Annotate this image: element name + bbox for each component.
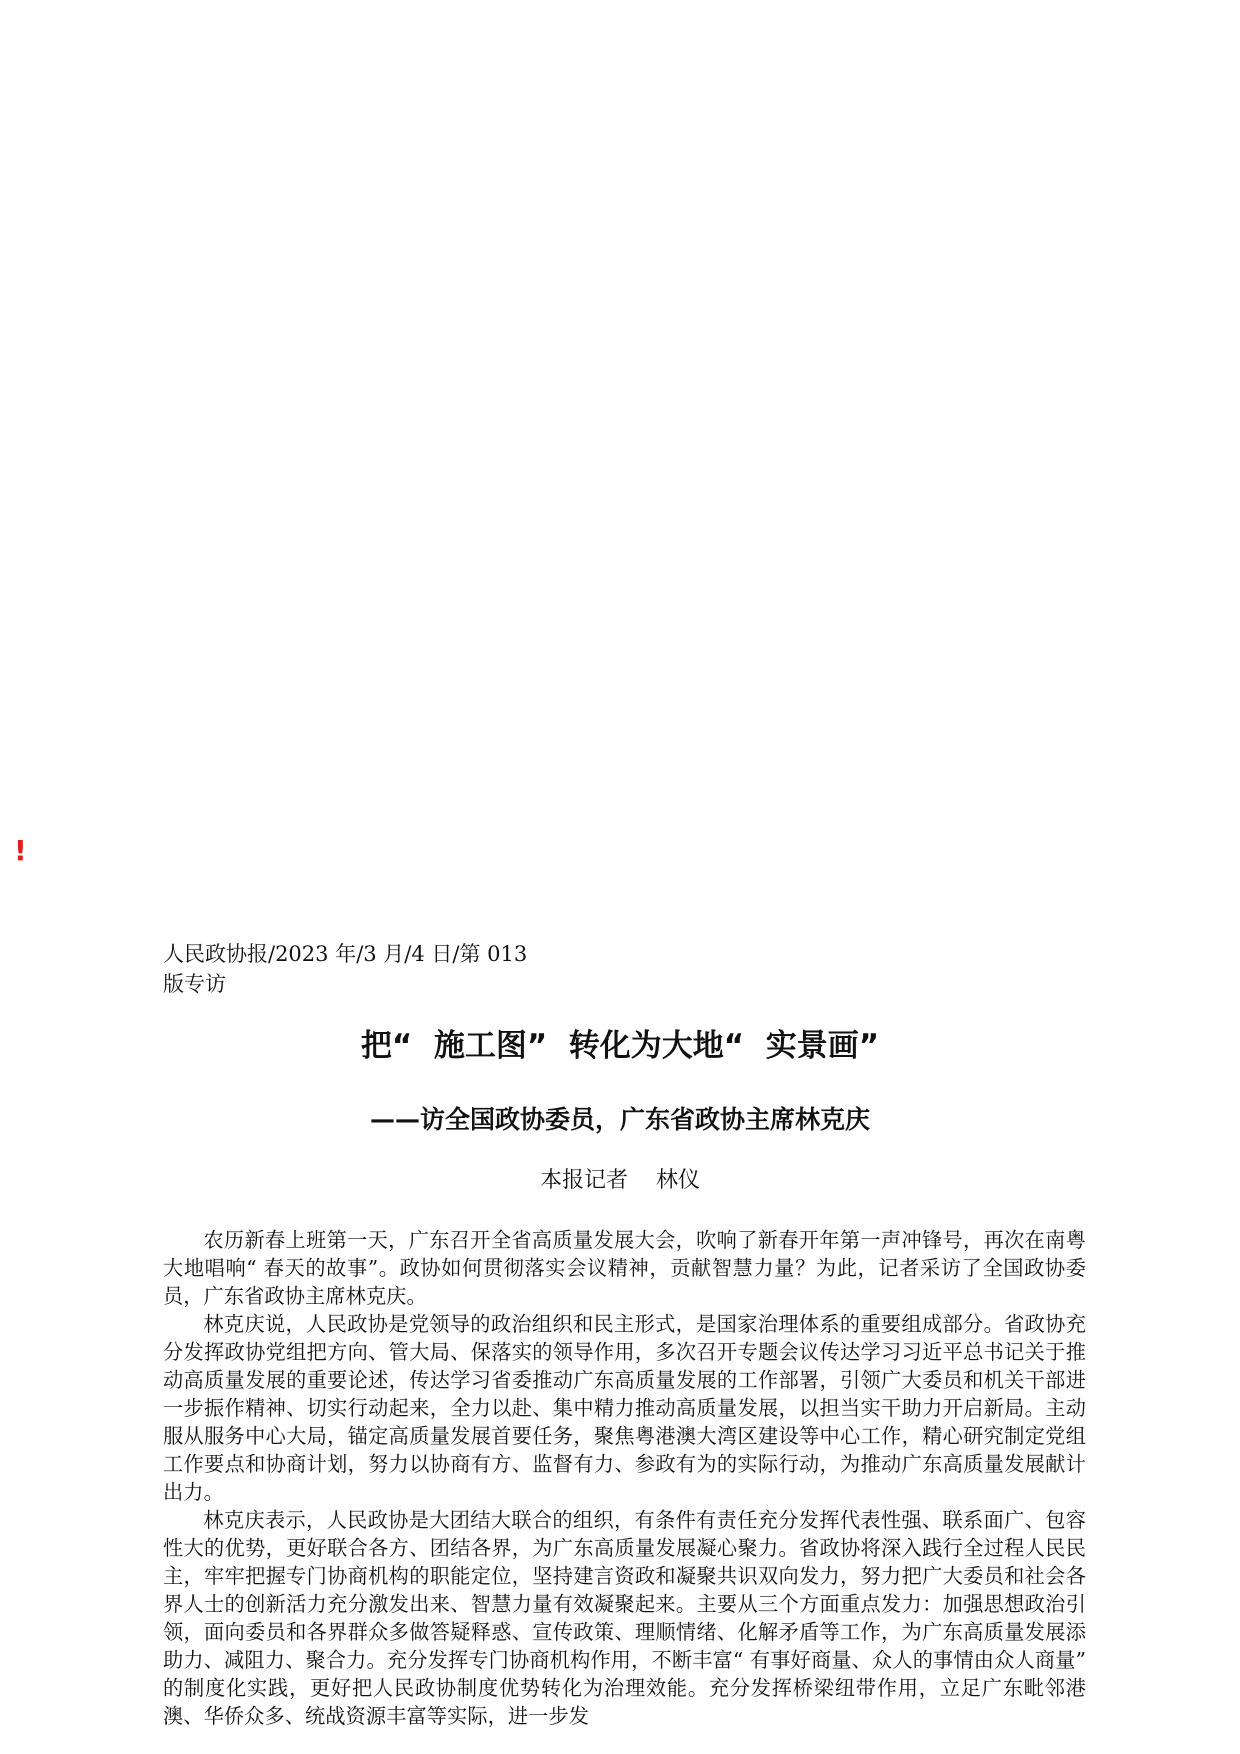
article-body	[163, 1226, 1086, 1730]
article-title: 把“ 施工图” 转化为大地“ 实景画”	[360, 1028, 880, 1064]
paragraph: 林克庆说，人民政协是党领导的政治组织和民主形式，是国家治理体系的重要组成部分。省政协充分发挥政协党组把方向、管大局、保落实的领导作用，多次召开专题会议传达学习习近平总书记关于推动高质量发展的重要论述，传达学习省委推动广东高质量发展的工作部署，引领广大委员和机关干部进一步振作精神、切实行动起来，全力以赴、集中精力推动高质量发展，以担当实干助力开启新局。主动服从服务中心大局，锚定高质量发展首要任务，聚焦粤港澳大湾区建设等中心工作，精心研究制定党组工作要点和协商计划，努力以协商有方、监督有力、参政有为的实际行动，为推动广东高质量发展献计出力。	[163, 1312, 1086, 1504]
source-line-1: 人民政协报/2023 年/3 月/4 日/第 013	[163, 942, 528, 966]
article-subtitle: ——访全国政协委员，广东省政协主席林克庆	[369, 1105, 870, 1134]
source-line	[163, 939, 527, 999]
red-exclamation-mark: !	[14, 834, 27, 867]
paragraph: 农历新春上班第一天，广东召开全省高质量发展大会，吹响了新春开年第一声冲锋号，再次在南粤大地唱响“ 春天的故事”。政协如何贯彻落实会议精神，贡献智慧力量？为此，记者采访了全国政协委员，广东省政协主席林克庆。	[163, 1228, 1086, 1308]
byline: 本报记者 林仪	[540, 1168, 700, 1193]
source-line-2: 版专访	[163, 972, 226, 996]
paragraph: 林克庆表示，人民政协是大团结大联合的组织，有条件有责任充分发挥代表性强、联系面广、包容性大的优势，更好联合各方、团结各界，为广东高质量发展凝心聚力。省政协将深入践行全过程人民民主，牢牢把握专门协商机构的职能定位，坚持建言资政和凝聚共识双向发力，努力把广大委员和社会各界人士的创新活力充分激发出来、智慧力量有效凝聚起来。主要从三个方面重点发力：加强思想政治引领，面向委员和各界群众多做答疑释惑、宣传政策、理顺情绪、化解矛盾等工作，为广东高质量发展添助力、减阻力、聚合力。充分发挥专门协商机构作用，不断丰富“ 有事好商量、众人的事情由众人商量” 的制度化实践，更好把人民政协制度优势转化为治理效能。充分发挥桥梁纽带作用，立足广东毗邻港澳、华侨众多、统战资源丰富等实际，进一步发	[163, 1508, 1086, 1728]
